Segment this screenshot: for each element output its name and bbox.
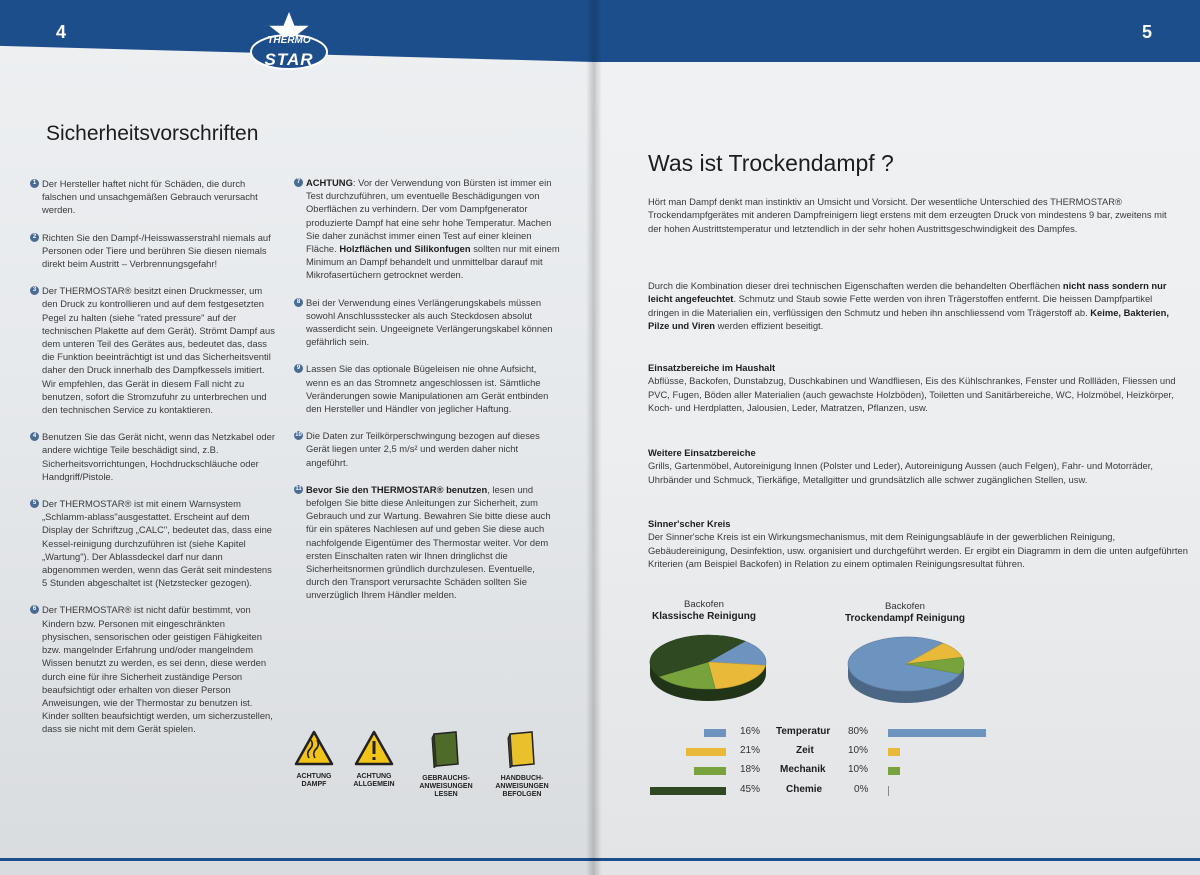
- legend-row: [594, 764, 1200, 780]
- page-title: Sicherheitsvorschriften: [46, 122, 259, 145]
- safety-item: [30, 603, 276, 735]
- logo-text-star: STAR: [264, 50, 314, 69]
- read-manual-icon: [426, 730, 466, 768]
- warning-icon-group: [492, 730, 552, 799]
- paragraph-text: Durch die Kombination dieser drei technischen Eigenschaften werden die behandelten Oberflächen: [648, 280, 1063, 291]
- follow-manual-icon: [502, 730, 542, 768]
- legend-swatch-classic: [650, 787, 726, 795]
- page-number: 5: [1142, 22, 1153, 42]
- safety-item: [294, 296, 560, 349]
- item-number-badge: 6: [30, 605, 39, 614]
- combination-paragraph: [648, 279, 1178, 332]
- pie-chart-classic: [646, 628, 770, 708]
- section-text: Grills, Gartenmöbel, Autoreinigung Innen (Polster und Leder), Autoreinigung Aussen (auch Felgen), Fahr- und Motorräder, Uhrbänder und Schmuck, Tierkäfige, Metallgitter und grundsätzlich alle schwer zugänglichen Stellen, usw.: [648, 460, 1153, 485]
- legend-value-drysteam: 10%: [848, 764, 869, 775]
- item-text: Die Daten zur Teilkörperschwingung bezogen auf dieses Gerät liegen unter 2,5 m/s² und werden daher nicht angeführt.: [306, 430, 540, 468]
- sinner-circle-section: [648, 517, 1188, 570]
- item-number-badge: 4: [30, 432, 39, 441]
- item-text: Richten Sie den Dampf-/Heisswasserstrahl niemals auf Personen oder Tiere und berühren Sie diesen niemals direkt beim Austritt – Verbrennungsgefahr!: [42, 231, 271, 270]
- legend-swatch-drysteam: [888, 729, 986, 737]
- warning-icon-group: [344, 730, 404, 789]
- book-gutter: [586, 0, 602, 875]
- pie-caption-drysteam: [830, 601, 980, 625]
- safety-item: [294, 362, 560, 415]
- legend-category: Zeit: [796, 745, 814, 756]
- item-number-badge: 10: [295, 432, 302, 439]
- legend-category: Mechanik: [780, 764, 826, 775]
- legend-swatch-classic: [694, 767, 726, 775]
- pie-title: Trockendampf Reinigung: [844, 613, 965, 624]
- legend-value-drysteam: 80%: [848, 726, 869, 737]
- legend-row: [594, 726, 1200, 742]
- warning-icon-group: [416, 730, 476, 799]
- household-section: [648, 361, 1178, 414]
- pie-subtitle: Backofen: [884, 601, 925, 612]
- logo-text-thermo: THERMO: [267, 35, 311, 46]
- section-heading: Sinner'scher Kreis: [648, 518, 731, 529]
- safety-item: [30, 177, 276, 217]
- legend-category: Chemie: [786, 784, 823, 795]
- safety-item: [294, 429, 560, 469]
- legend-swatch-drysteam: [888, 786, 889, 796]
- legend-value-drysteam: 10%: [848, 745, 869, 756]
- further-uses-section: [648, 446, 1178, 486]
- safety-item: [30, 231, 276, 271]
- legend-row: [594, 784, 1200, 800]
- item-text: Lassen Sie das optionale Bügeleisen nie ohne Aufsicht, wenn es an das Stromnetz angeschlossen ist. Sämtliche Veränderungen sowie Manipulationen am Gerät entbinden den Hersteller und Händler von jeglicher Haftung.: [306, 363, 549, 415]
- warning-icons-row: [284, 730, 574, 810]
- pie-title: Klassische Reinigung: [652, 611, 756, 622]
- thermostar-logo: [248, 8, 330, 74]
- warning-icon-label: HANDBUCH- ANWEISUNGEN BEFOLGEN: [495, 775, 549, 798]
- legend-value-classic: 16%: [740, 726, 761, 737]
- safety-item: [294, 176, 560, 282]
- legend-value-classic: 21%: [740, 745, 761, 756]
- item-number-badge: 2: [30, 233, 39, 242]
- safety-item: [30, 497, 276, 589]
- safety-column-2: [294, 176, 560, 616]
- safety-column-1: [30, 177, 276, 750]
- general-warning-icon: [354, 730, 394, 766]
- left-page: [0, 0, 594, 875]
- page-title: Was ist Trockendampf ?: [648, 150, 894, 176]
- item-text: Der THERMOSTAR® besitzt einen Druckmesser, um den Druck zu kontrollieren und auf dem festgesetzten Pegel zu halten (siehe "rated pressure" auf der technischen Plakette auf dem Gerät). Strömt Dampf aus dem unteren Teil des Gerätes aus, bedeutet das, dass die Funktion beeinträchtigt ist und das Sicherheitsventil daher den Druck innerhalb des Dampfkessels imitiert. Wir empfehlen, das Gerät in diesem Fall nicht zu benutzen, sofort die Stromzufuhr zu unterbrechen und den technischen Service zu kontaktieren.: [42, 285, 275, 416]
- footer-line: [594, 858, 1200, 861]
- warning-icon-label: ACHTUNG ALLGEMEIN: [353, 773, 395, 788]
- warning-icon-group: [284, 730, 344, 789]
- intro-paragraph: Hört man Dampf denkt man instinktiv an Umsicht und Vorsicht. Der wesentliche Unterschied des THERMOSTAR® Trockendampfgerätes mit anderen Dampfreinigern liegt erstens mit dem erzeugten Druck von mindestens 9 bar, zweitens mit der hohen Austrittstemperatur und letztendlich in der sehr hohen Austrittsgeschwindigkeit des Dampfes.: [648, 196, 1167, 234]
- item-text: : Vor der Verwendung von Bürsten ist immer ein Test durchzuführen, um eventuelle Beschädigungen von Oberflächen zu verhindern. Der vom Dampfgenerator produzierte Dampf hat eine sehr hohe Temperatur. Machen Sie daher zunächst immer einen Test auf einer kleinen Fläche.: [306, 177, 552, 255]
- legend-category: Temperatur: [776, 726, 831, 737]
- paragraph-bold-text: Keime, Bakterien, Pilze und Viren: [648, 306, 1169, 331]
- item-text: Der THERMOSTAR® ist nicht dafür bestimmt, von Kindern bzw. Personen mit eingeschränkten physischen, sensorischen oder geistigen Fähigkeiten bzw. mangelnder Erfahrung und/oder mangelndem Wissen benutzt zu werden, es sei denn, diese werden durch eine für ihre Sicherheit zuständige Person beaufsichtigt oder erhalten von dieser Person Anweisungen, wie der Thermostar zu benutzen ist. Kinder sollten beaufsichtigt werden, um sicherzustellen, dass sie nicht mit dem Gerät spielen.: [42, 604, 273, 735]
- page-number: 4: [56, 22, 67, 42]
- warning-icon-label: GEBRAUCHS- ANWEISUNGEN LESEN: [419, 775, 473, 798]
- item-number-badge: 3: [30, 286, 39, 295]
- legend-swatch-drysteam: [888, 748, 900, 756]
- item-number-badge: 11: [295, 485, 302, 492]
- item-text: Bei der Verwendung eines Verlängerungskabels müssen sowohl Anschlussstecker als auch Steckdosen absolut wasserdicht sein. Ungeeignete Verlängerungskabel können gefährlich sein.: [306, 296, 553, 348]
- legend-row: [594, 745, 1200, 761]
- header-band: [594, 0, 1200, 62]
- warning-icon-label: ACHTUNG DAMPF: [296, 773, 332, 788]
- paragraph-text: werden effizient beseitigt.: [715, 319, 824, 331]
- item-number-badge: 1: [30, 179, 39, 188]
- item-number-badge: 7: [294, 178, 303, 187]
- item-text: Der THERMOSTAR® ist mit einem Warnsystem „Schlamm-ablass"ausgestattet. Erscheint auf dem Display der Schriftzug „CALC", bedeutet das, dass eine Kessel-reinigung durchzuführen ist (siehe Kapitel „Wartung"). Der Ablassdeckel darf nur dann abgenommen werden, wenn das Gerät seit mindestens 5 Stunden abgeschaltet ist (Netzstecker gezogen).: [42, 498, 273, 589]
- item-text: sollten nur mit einem Minimum an Dampf behandelt und unmittelbar darauf mit Mikrofasertüchern getrocknet werden.: [306, 243, 560, 281]
- steam-warning-icon: [294, 730, 334, 766]
- pie-subtitle: Backofen: [683, 599, 724, 610]
- item-lead: Bevor Sie den THERMOSTAR® benutzen: [306, 483, 488, 495]
- safety-item: [30, 430, 276, 483]
- item-text: , lesen und befolgen Sie bitte diese Anleitungen zur Sicherheit, zum Gebrauch und zur Wartung. Bewahren Sie bitte diese auch für ein späteres Nachlesen auf und geben Sie diese auch nachfolgende Eigentümer des Thermostar weiter. Vor dem ersten Einschalten raten wir Ihnen dringlichst die Sicherheitsnormen gründlich durchzulesen. Eventuelle, durch den Transport verursachte Schäden sollten Sie unverzüglich Ihrem Händler melden.: [306, 483, 551, 601]
- legend-value-drysteam: 0%: [854, 784, 869, 795]
- section-heading: Weitere Einsatzbereiche: [648, 447, 756, 458]
- item-bold-text: Holzflächen und Silikonfugen: [339, 243, 471, 255]
- legend-value-classic: 45%: [740, 784, 761, 795]
- legend-swatch-drysteam: [888, 767, 900, 775]
- legend-swatch-classic: [704, 729, 726, 737]
- item-lead: ACHTUNG: [306, 177, 353, 188]
- footer-line: [0, 858, 594, 861]
- right-page: [594, 0, 1200, 875]
- safety-item: [294, 483, 560, 602]
- pie-caption-classic: [634, 599, 774, 623]
- legend-swatch-classic: [686, 748, 726, 756]
- pie-chart-drysteam: [844, 630, 968, 710]
- item-text: Benutzen Sie das Gerät nicht, wenn das Netzkabel oder andere wichtige Teile beschädigt sind, z.B. Sicherheitsvorrichtungen, Hochdruckschläuche oder Handgriff/Pistole.: [42, 431, 275, 482]
- paragraph-text: . Schmutz und Staub sowie Fette werden von ihren Trägerstoffen entfernt. Die heissen Dampfpartikel dringen in die Materialien ein, verflüssigen den Schmutz und heben ihn anschliessend vom Trägerstoff ab.: [648, 293, 1153, 318]
- safety-item: [30, 284, 276, 416]
- section-heading: Einsatzbereiche im Haushalt: [648, 362, 776, 373]
- paragraph-bold-text: nicht nass sondern nur leicht angefeuchtet: [648, 280, 1167, 305]
- item-number-badge: 8: [294, 298, 303, 307]
- item-number-badge: 9: [294, 364, 303, 373]
- section-text: Abflüsse, Backofen, Dunstabzug, Duschkabinen und Wandfliesen, Eis des Kühlschrankes, Fenster und Rollläden, Fliessen und PVC, Fugen, Böden aller Materialien (auch gewachste Holzböden), Toiletten und Sanitärbereiche, WC, Holzmöbel, Heizkörper, Koch- und Herdplatten, Jalousien, Leder, Matratzen, Pflanzen, usw.: [648, 375, 1176, 413]
- legend-value-classic: 18%: [740, 764, 761, 775]
- section-text: Der Sinner'sche Kreis ist ein Wirkungsmechanismus, mit dem Reinigungsabläufe in der gewerblichen Reinigung, Gebäudereinigung, Desinfektion, usw. organisiert und durchgeführt werden. Er ergibt ein Diagramm in dem die unten aufgeführten Kriterien (am Beispiel Backofen) in Relation zu einem optimalen Reinigungsresultat führen.: [648, 531, 1188, 569]
- item-number-badge: 5: [30, 499, 39, 508]
- item-text: Der Hersteller haftet nicht für Schäden, die durch falschen und unsachgemäßen Gebrauch verursacht werden.: [42, 178, 258, 216]
